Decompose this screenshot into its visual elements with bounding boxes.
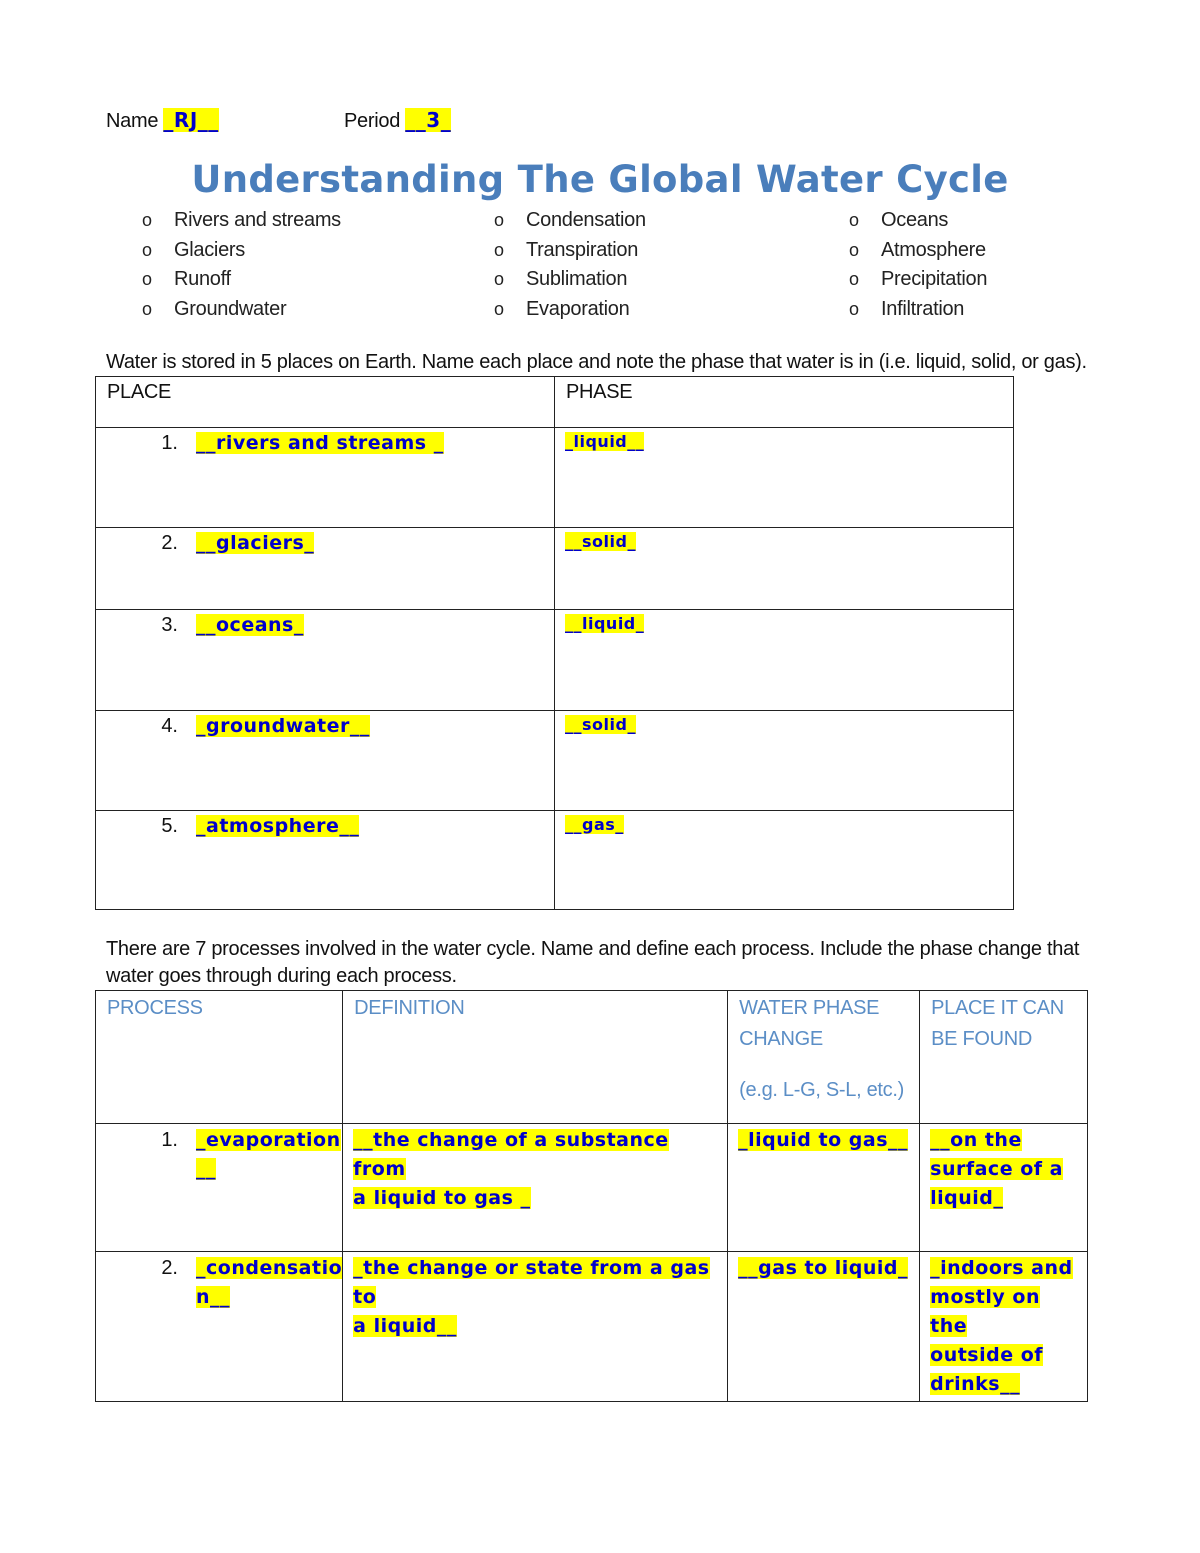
processes-instruction-1: There are 7 processes involved in the water cycle. Name and define each process. Include the phase change that [106, 938, 1080, 960]
storage-instruction: Water is stored in 5 places on Earth. Name each place and note the phase that water is in (i.e. liquid, solid, or gas). [106, 351, 1087, 373]
list-item: o Rivers and streams [142, 209, 341, 232]
list-item: o Groundwater [142, 297, 287, 320]
place-answer[interactable]: __oceans_ [196, 614, 304, 636]
list-item: o Precipitation [849, 268, 988, 291]
name-line [106, 108, 219, 133]
phase-answer[interactable]: __liquid_ [565, 614, 645, 633]
place-found-answer[interactable]: _indoors and mostly on the outside of drinks__ [930, 1257, 1073, 1395]
place-header: PLACE [107, 381, 172, 403]
list-item: o Oceans [849, 209, 949, 232]
place-answer[interactable]: __glaciers_ [196, 532, 315, 554]
bullet-icon: o [494, 269, 504, 290]
place-answer[interactable]: _atmosphere__ [196, 815, 360, 837]
process-answer[interactable]: _condensatio n__ [196, 1257, 343, 1308]
period-line [344, 108, 451, 133]
list-item: o Evaporation [494, 297, 630, 320]
bullet-icon: o [849, 239, 859, 260]
bullet-icon: o [849, 210, 859, 231]
bullet-icon: o [142, 269, 152, 290]
list-item: o Glaciers [142, 238, 245, 261]
processes-table [95, 990, 1088, 1402]
definition-answer[interactable]: __the change of a substance from a liquid to gas _ [353, 1129, 669, 1209]
row-number: 5. [161, 815, 178, 837]
table-header-row [96, 377, 1014, 428]
word-bank-col-2 [494, 206, 646, 324]
word-bank-col-1 [142, 206, 341, 324]
list-item: o Infiltration [849, 297, 965, 320]
list-item: o Condensation [494, 209, 646, 232]
bullet-icon: o [494, 210, 504, 231]
word-bank-col-3 [849, 206, 987, 324]
definition-header: DEFINITION [354, 997, 465, 1019]
phase-answer[interactable]: __gas_ [565, 815, 624, 834]
row-number: 2. [161, 1257, 178, 1279]
bullet-icon: o [142, 298, 152, 319]
period-value[interactable]: __3_ [405, 108, 452, 132]
row-number: 3. [161, 614, 178, 636]
row-number: 1. [161, 1129, 178, 1151]
table-row [96, 428, 1014, 528]
list-item: o Sublimation [494, 268, 628, 291]
table-row [96, 528, 1014, 610]
place-found-header: PLACE IT CAN BE FOUND [931, 997, 1064, 1050]
bullet-icon: o [142, 210, 152, 231]
list-item: o Atmosphere [849, 238, 986, 261]
table-row [96, 711, 1014, 811]
page-title: Understanding The Global Water Cycle [191, 158, 1009, 201]
row-number: 4. [161, 715, 178, 737]
storage-table [95, 376, 1014, 910]
table-row [96, 1124, 1088, 1252]
name-value[interactable]: _RJ__ [163, 108, 219, 132]
row-number: 1. [161, 432, 178, 454]
bullet-icon: o [849, 298, 859, 319]
table-row [96, 610, 1014, 711]
phase-change-header: WATER PHASE CHANGE (e.g. L-G, S-L, etc.) [728, 991, 919, 1108]
bullet-icon: o [849, 269, 859, 290]
bullet-icon: o [494, 239, 504, 260]
phase-header: PHASE [566, 381, 633, 403]
table-row [96, 811, 1014, 910]
table-header-row [96, 991, 1088, 1124]
place-found-answer[interactable]: __on the surface of a liquid_ [930, 1129, 1063, 1209]
processes-instruction-2: water goes through during each process. [106, 965, 457, 987]
place-answer[interactable]: _groundwater__ [196, 715, 370, 737]
place-answer[interactable]: __rivers and streams _ [196, 432, 444, 454]
phase-answer[interactable]: _liquid__ [565, 432, 645, 451]
phase-change-example: (e.g. L-G, S-L, etc.) [739, 1079, 905, 1101]
definition-answer[interactable]: _the change or state from a gas to a liquid__ [353, 1257, 710, 1337]
phase-change-answer[interactable]: __gas to liquid_ [738, 1257, 909, 1279]
bullet-icon: o [142, 239, 152, 260]
process-answer[interactable]: _evaporation __ [196, 1129, 341, 1180]
table-row [96, 1252, 1088, 1402]
phase-answer[interactable]: __solid_ [565, 715, 636, 734]
phase-change-answer[interactable]: _liquid to gas__ [738, 1129, 909, 1151]
name-label: Name [106, 110, 159, 132]
phase-answer[interactable]: __solid_ [565, 532, 636, 551]
list-item: o Transpiration [494, 238, 639, 261]
row-number: 2. [161, 532, 178, 554]
process-header: PROCESS [107, 997, 203, 1019]
bullet-icon: o [494, 298, 504, 319]
list-item: o Runoff [142, 268, 231, 291]
period-label: Period [344, 110, 401, 132]
